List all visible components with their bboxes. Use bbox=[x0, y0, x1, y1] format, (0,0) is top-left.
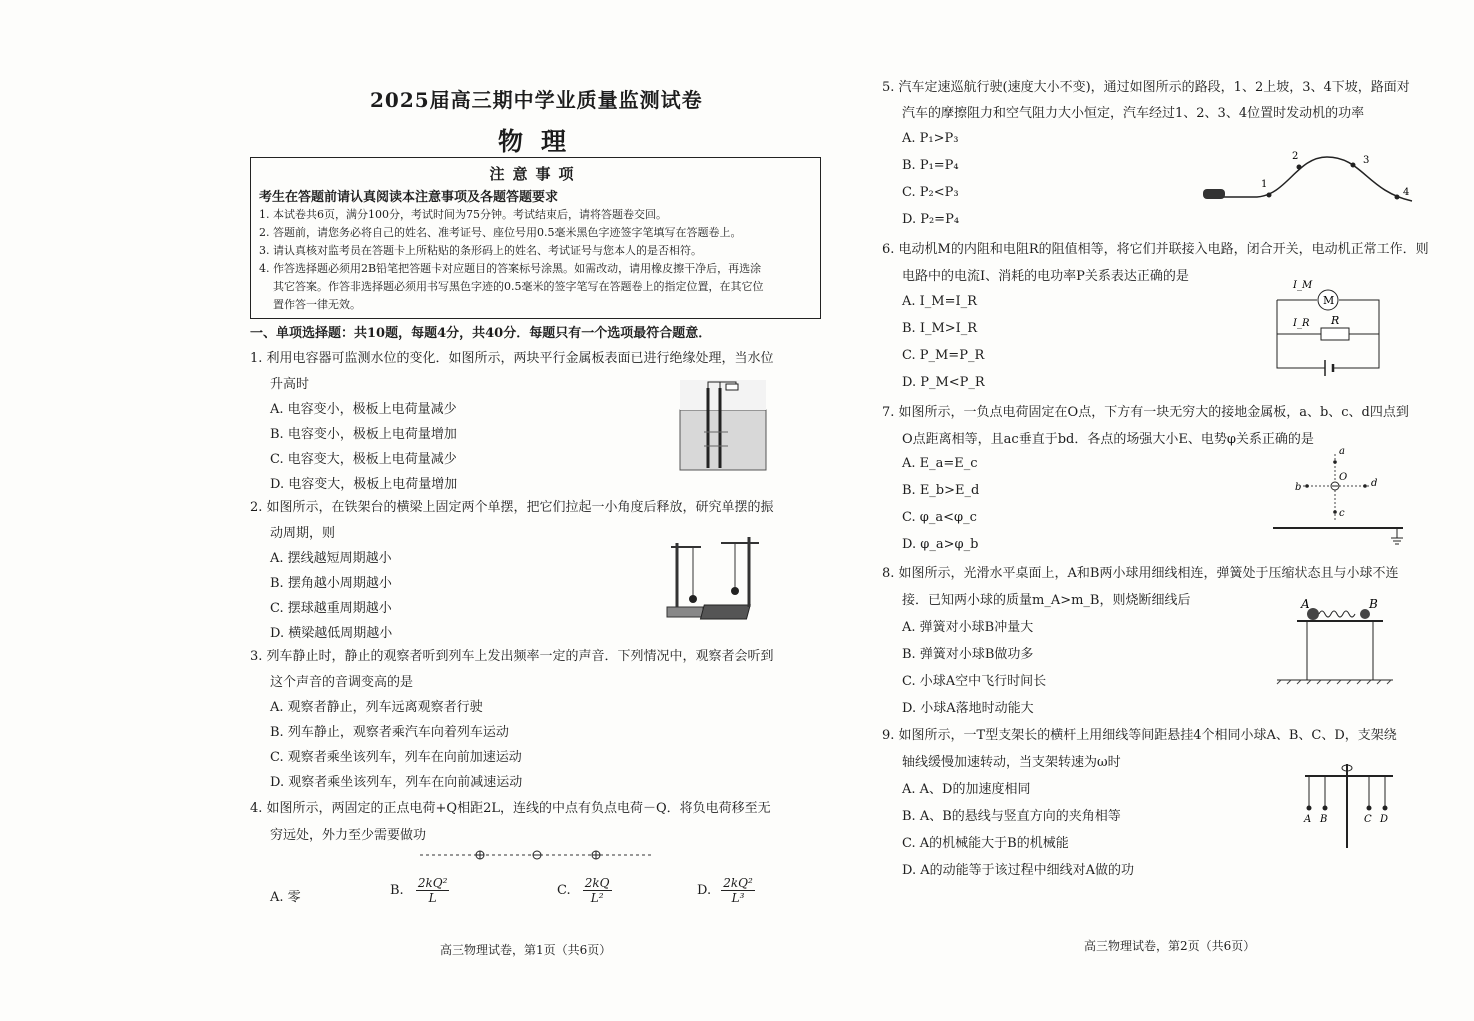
ball-label: A bbox=[1304, 814, 1312, 825]
q4-option-b-fraction bbox=[416, 876, 450, 905]
denominator: L³ bbox=[731, 891, 745, 905]
parallel-circuit-figure bbox=[1275, 276, 1383, 380]
numerator: 2kQ² bbox=[417, 876, 448, 890]
notice-item: 其它答案。作答非选择题必须用书写黑色字迹的0.5毫米的签字笔写在答题卷上的指定位置，在其它位 bbox=[273, 280, 764, 293]
section-heading: 一、单项选择题：共10题，每题4分，共40分．每题只有一个选项最符合题意． bbox=[250, 326, 712, 341]
q6-stem-cont: 电路中的电流I、消耗的电功率P关系表达正确的是 bbox=[902, 269, 1189, 284]
q4-option-b-label: B. bbox=[390, 883, 404, 898]
ball-label: B bbox=[1369, 597, 1378, 611]
q7-option-c[interactable]: C. φ_a<φ_c bbox=[902, 510, 977, 525]
page-2-footer: 高三物理试卷，第2页（共6页） bbox=[1084, 939, 1256, 953]
road-label: 2 bbox=[1292, 151, 1299, 162]
denominator: L bbox=[428, 891, 437, 905]
q9-option-a[interactable]: A. A、D的加速度相同 bbox=[902, 782, 1031, 797]
q5-option-b[interactable]: B. P₁=P₄ bbox=[902, 158, 959, 173]
q1-option-d[interactable]: D. 电容变大，极板上电荷量增加 bbox=[270, 477, 458, 492]
q5-option-c[interactable]: C. P₂<P₃ bbox=[902, 185, 959, 200]
q1-option-b[interactable]: B. 电容变小，极板上电荷量增加 bbox=[270, 427, 457, 442]
q3-option-d[interactable]: D. 观察者乘坐该列车，列车在向前减速运动 bbox=[270, 775, 523, 790]
q5-stem-cont: 汽车的摩擦阻力和空气阻力大小恒定，汽车经过1、2、3、4位置时发动机的功率 bbox=[902, 106, 1365, 121]
ball-label: D bbox=[1380, 814, 1389, 825]
q1-option-c[interactable]: C. 电容变大，极板上电荷量减少 bbox=[270, 452, 457, 467]
q8-option-a[interactable]: A. 弹簧对小球B冲量大 bbox=[902, 620, 1034, 635]
point-label: O bbox=[1339, 472, 1348, 483]
ball-label: C bbox=[1364, 814, 1372, 825]
ball-label: A bbox=[1301, 597, 1310, 611]
q3-stem-cont: 这个声音的音调变高的是 bbox=[270, 675, 414, 690]
t-frame-figure bbox=[1299, 760, 1399, 850]
current-ir-label: I_R bbox=[1293, 318, 1310, 329]
road-label: 3 bbox=[1363, 155, 1370, 166]
notice-item: 置作答一律无效。 bbox=[273, 298, 361, 311]
q4-option-c[interactable] bbox=[557, 876, 612, 905]
road-label: 4 bbox=[1403, 187, 1410, 198]
ball-label: B bbox=[1320, 814, 1328, 825]
q6-option-c[interactable]: C. P_M=P_R bbox=[902, 348, 985, 363]
q4-option-d-label: D. bbox=[697, 883, 712, 898]
q7-option-a[interactable]: A. E_a=E_c bbox=[902, 456, 978, 471]
q7-stem: 7. 如图所示，一负点电荷固定在O点，下方有一块无穷大的接地金属板，a、b、c、d四点到 bbox=[882, 405, 1409, 420]
notice-heading: 注意事项 bbox=[489, 165, 582, 183]
q1-stem: 1. 利用电容器可监测水位的变化．如图所示，两块平行金属板表面已进行绝缘处理，当水位 bbox=[250, 351, 774, 366]
q7-option-d[interactable]: D. φ_a>φ_b bbox=[902, 537, 979, 552]
point-label: b bbox=[1295, 482, 1302, 493]
q3-option-a[interactable]: A. 观察者静止，列车远离观察者行驶 bbox=[270, 700, 483, 715]
q5-stem: 5. 汽车定速巡航行驶(速度大小不变)，通过如图所示的路段，1、2上坡，3、4下坡，路面对 bbox=[882, 80, 1410, 95]
numerator: 2kQ² bbox=[723, 876, 753, 890]
q9-stem: 9. 如图所示，一T型支架长的横杆上用细线等间距悬挂4个相同小球A、B、C、D，支架绕 bbox=[882, 728, 1397, 743]
q8-option-c[interactable]: C. 小球A空中飞行时间长 bbox=[902, 674, 1047, 689]
point-label: a bbox=[1339, 446, 1345, 457]
road-hill-figure bbox=[1187, 145, 1417, 207]
q8-option-b[interactable]: B. 弹簧对小球B做功多 bbox=[902, 647, 1034, 662]
springs-table-figure bbox=[1273, 596, 1397, 686]
q3-option-c[interactable]: C. 观察者乘坐该列车，列车在向前加速运动 bbox=[270, 750, 522, 765]
subject-title: 物理 bbox=[498, 127, 585, 156]
charges-line-figure bbox=[420, 848, 656, 862]
q6-stem: 6. 电动机M的内阻和电阻R的阻值相等，将它们并联接入电路，闭合开关，电动机正常工作．则 bbox=[882, 242, 1429, 257]
q5-option-d[interactable]: D. P₂=P₄ bbox=[902, 212, 960, 227]
resistor-label: R bbox=[1331, 314, 1340, 327]
road-label: 1 bbox=[1261, 179, 1268, 190]
q4-option-b[interactable] bbox=[390, 876, 449, 905]
denominator: L² bbox=[590, 891, 604, 905]
q6-option-a[interactable]: A. I_M=I_R bbox=[902, 294, 977, 309]
q2-option-a[interactable]: A. 摆线越短周期越小 bbox=[270, 551, 392, 566]
q2-stem-cont: 动周期，则 bbox=[270, 526, 336, 541]
motor-label: M bbox=[1323, 294, 1335, 307]
q2-option-b[interactable]: B. 摆角越小周期越小 bbox=[270, 576, 392, 591]
q6-option-d[interactable]: D. P_M<P_R bbox=[902, 375, 985, 390]
q9-option-d[interactable]: D. A的动能等于该过程中细线对A做的功 bbox=[902, 863, 1135, 878]
numerator: 2kQ bbox=[584, 876, 610, 890]
notice-box bbox=[250, 157, 821, 319]
notice-subheading: 考生在答题前请认真阅读本注意事项及各题答题要求 bbox=[259, 190, 559, 205]
q2-option-d[interactable]: D. 横梁越低周期越小 bbox=[270, 626, 393, 641]
point-charge-plate-figure bbox=[1271, 442, 1407, 550]
current-im-label: I_M bbox=[1293, 280, 1313, 291]
q8-stem: 8. 如图所示，光滑水平桌面上，A和B两小球用细线相连，弹簧处于压缩状态且与小球不连 bbox=[882, 566, 1399, 581]
point-label: d bbox=[1371, 478, 1378, 489]
notice-item: 1. 本试卷共6页，满分100分，考试时间为75分钟。考试结束后，请将答题卷交回。 bbox=[259, 208, 667, 221]
q3-stem: 3. 列车静止时，静止的观察者听到列车上发出频率一定的声音．下列情况中，观察者会听到 bbox=[250, 649, 774, 664]
q4-option-c-fraction bbox=[583, 876, 612, 905]
notice-item: 2. 答题前，请您务必将自己的姓名、准考证号、座位号用0.5毫米黑色字迹签字笔填写在答题卷上。 bbox=[259, 226, 742, 239]
q5-option-a[interactable]: A. P₁>P₃ bbox=[902, 131, 959, 146]
exam-title: 2025届高三期中学业质量监测试卷 bbox=[370, 88, 703, 112]
q2-option-c[interactable]: C. 摆球越重周期越小 bbox=[270, 601, 392, 616]
q4-option-c-label: C. bbox=[557, 883, 571, 898]
point-label: c bbox=[1339, 508, 1345, 519]
q4-stem-cont: 穷远处，外力至少需要做功 bbox=[270, 828, 427, 843]
q9-option-c[interactable]: C. A的机械能大于B的机械能 bbox=[902, 836, 1069, 851]
q9-stem-cont: 轴线缓慢加速转动，当支架转速为ω时 bbox=[902, 755, 1121, 770]
q4-stem: 4. 如图所示，两固定的正点电荷+Q相距2L，连线的中点有负点电荷－Q．将负电荷移至无 bbox=[250, 801, 771, 816]
q1-stem-cont: 升高时 bbox=[270, 377, 310, 392]
q7-option-b[interactable]: B. E_b>E_d bbox=[902, 483, 980, 498]
notice-item: 3. 请认真核对监考员在答题卡上所粘贴的条形码上的姓名、考试证号与您本人的是否相符。 bbox=[259, 244, 702, 257]
q7-stem-cont: O点距离相等，且ac垂直于bd．各点的场强大小E、电势φ关系正确的是 bbox=[902, 432, 1314, 447]
q1-option-a[interactable]: A. 电容变小，极板上电荷量减少 bbox=[270, 402, 457, 417]
page-2 bbox=[737, 0, 1474, 1021]
q2-stem: 2. 如图所示，在铁架台的横梁上固定两个单摆，把它们拉起一小角度后释放，研究单摆的振 bbox=[250, 500, 774, 515]
q9-option-b[interactable]: B. A、B的悬线与竖直方向的夹角相等 bbox=[902, 809, 1121, 824]
q8-option-d[interactable]: D. 小球A落地时动能大 bbox=[902, 701, 1034, 716]
q3-option-b[interactable]: B. 列车静止，观察者乘汽车向着列车运动 bbox=[270, 725, 509, 740]
q4-option-a[interactable]: A. 零 bbox=[270, 890, 301, 905]
page-1-footer: 高三物理试卷，第1页（共6页） bbox=[440, 943, 612, 957]
q6-option-b[interactable]: B. I_M>I_R bbox=[902, 321, 978, 336]
notice-item: 4. 作答选择题必须用2B铅笔把答题卡对应题目的答案标号涂黑。如需改动，请用橡皮擦干净后，再选涂 bbox=[259, 262, 762, 275]
q8-stem-cont: 接．已知两小球的质量m_A>m_B，则烧断细线后 bbox=[902, 593, 1191, 608]
